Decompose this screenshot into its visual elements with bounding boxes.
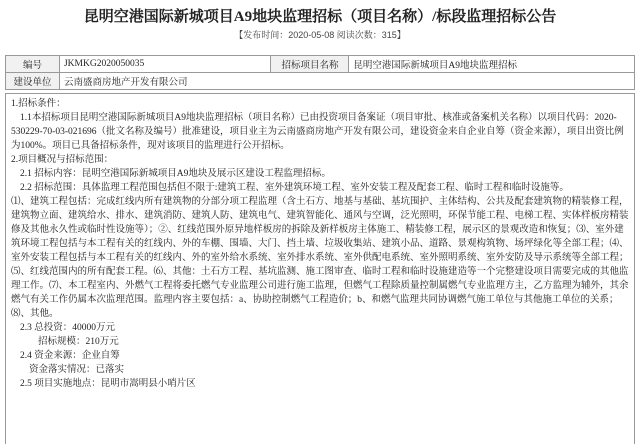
paragraph: 2.1 招标内容：昆明空港国际新城项目A9地块及展示区建设工程监理招标。 bbox=[20, 169, 331, 179]
paragraph: 2.5 项目实施地点：昆明市嵩明县小哨片区 bbox=[20, 379, 196, 389]
paragraph: 2.2 招标范围：具体监理工程范围包括但不限于:建筑工程、室外建筑环境工程、室外安装工程及配套工程、临时工程和临时设施等。 bbox=[20, 183, 569, 193]
section-heading: 1.招标条件： bbox=[11, 99, 66, 109]
paragraph: 1.1本招标项目昆明空港国际新城项目A9地块监理招标（项目名称）已由投资项目备案证（项目审批、核准或备案机关名称）以项目代码：2020-530229-70-03-021696（批文名称及编号）批准建设，项目业主为云南盛商房地产开发有限公司，建设资金来自企业自筹（资金来源），项目出资比例为100%。项目已具备招标条件，现对该项目的监理进行公开招标。 bbox=[11, 113, 624, 151]
table-row bbox=[6, 73, 635, 90]
project-name-value: 昆明空港国际新城项目A9地块监理招标 bbox=[349, 56, 635, 73]
number-label: 编号 bbox=[6, 56, 60, 73]
announcement-body bbox=[5, 93, 635, 444]
project-info-table bbox=[5, 55, 635, 90]
builder-value: 云南盛商房地产开发有限公司 bbox=[59, 73, 634, 90]
publish-meta: 【发布时间：2020-05-08 阅读次数：315】 bbox=[234, 30, 406, 40]
paragraph: 资金落实情况：已落实 bbox=[29, 365, 125, 375]
paragraph: 2.4 资金来源：企业自筹 bbox=[20, 351, 120, 361]
project-name-label: 招标项目名称 bbox=[271, 56, 349, 73]
paragraph: 2.3 总投资：40000万元 bbox=[20, 323, 116, 333]
section-heading: 2.项目概况与招标范围： bbox=[11, 155, 114, 165]
builder-label: 建设单位 bbox=[6, 73, 60, 90]
paragraph: ⑴、建筑工程包括：完成红线内所有建筑物的分部分项工程监理（含土石方、地基与基础、基坑围护、主体结构、公共及配套建筑物的精装修工程，建筑物立面、建筑给水、排水、建筑消防、建筑人防、建筑电气、建筑智能化、通风与空调，泛光照明，环保节能工程、电梯工程、实体样板房精装修及其他永久性或临时性设施等）；②、红线范围外原异地样板房的拆除及新样板房主体施工、精装修工程，展示区的景观改造和恢复；⑶、室外建筑环境工程包括与本工程有关的红线内、外的车棚、围墙、大门、挡土墙、垃圾收集站、建筑小品、道路、景观构筑物、场坪绿化等全部工程；⑷、室外安装工程包括与本工程有关的红线内、外的室外给水系统、室外排水系统、室外供配电系统、室外照明系统、室外安防及导示系统等全部工程；⑸、红线范围内的所有配套工程。⑹、其他：土石方工程、基坑监测、施工图审查、临时工程和临时设施建造等一个完整建设项目需要完成的其他监理工作。⑺、本工程室内、外燃气工程将委托燃气专业监理公司进行施工监理，但燃气工程除质量控制属燃气专业监理方主，乙方监理为辅外，其余燃气有关工作仍属本次监理范围。监理内容主要包括：a、协助控制燃气工程造价；b、和燃气监理共同协调燃气施工单位与其他施工单位的关系；⑻、其他。 bbox=[11, 197, 629, 319]
page-title: 昆明空港国际新城项目A9地块监理招标（项目名称）/标段监理招标公告 bbox=[83, 9, 557, 25]
table-row bbox=[6, 56, 635, 73]
number-value: JKMKG2020050035 bbox=[59, 56, 271, 73]
paragraph: 招标规模：210万元 bbox=[38, 337, 119, 347]
